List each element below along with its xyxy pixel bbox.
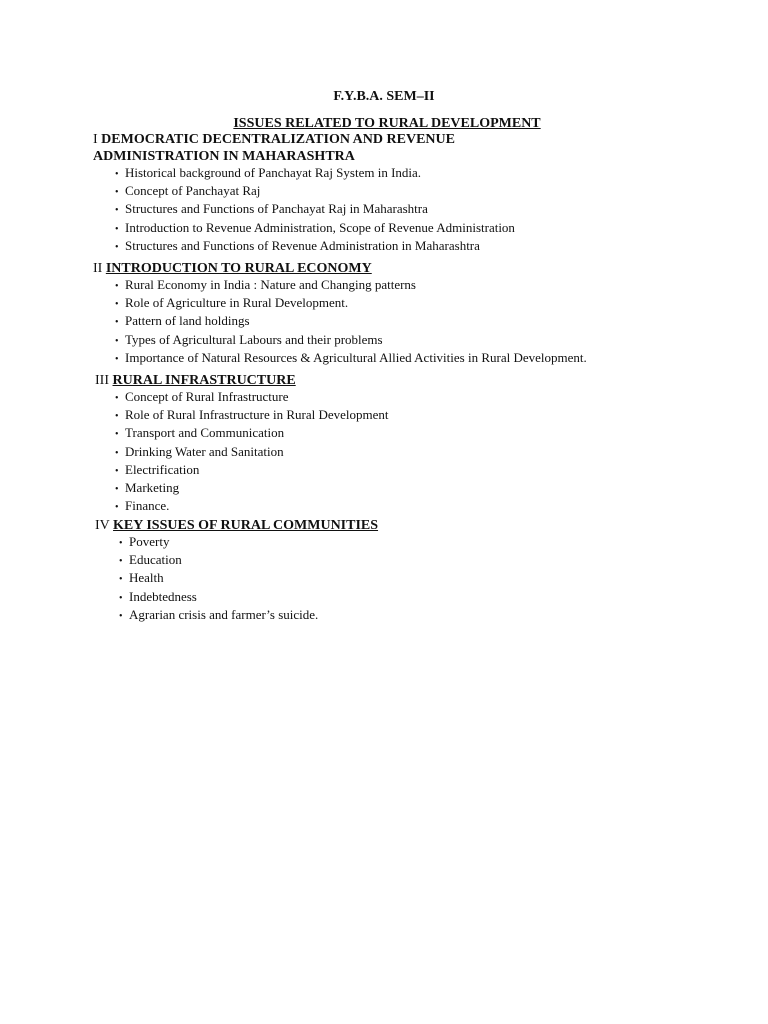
list-item: • Concept of Panchayat Raj [115,183,768,201]
section-2-list [0,277,768,368]
section-1-numeral: I [93,132,98,147]
section-4-heading [0,517,768,534]
list-item: • Structures and Functions of Revenue Administration in Maharashtra [115,238,768,256]
list-item: • Transport and Communication [115,425,768,443]
list-item: • Agrarian crisis and farmer’s suicide. [119,607,768,625]
section-4 [0,517,768,625]
bullet-icon: • [115,299,119,311]
list-item: • Poverty [119,534,768,552]
bullet-icon: • [115,393,119,404]
bullet-icon: • [119,592,123,604]
list-item: • Education [119,552,768,570]
section-3-heading [0,372,768,389]
bullet-icon: • [119,610,123,622]
bullet-icon: • [115,223,119,235]
section-1 [0,131,768,256]
section-4-list [0,534,768,625]
bullet-icon: • [119,574,123,586]
section-1-heading-text: DEMOCRATIC DECENTRALIZATION AND REVENUE [101,132,455,147]
bullet-icon: • [115,502,119,514]
list-item: • Finance. [115,498,768,516]
bullet-icon: • [115,281,119,292]
section-1-heading-cont: ADMINISTRATION IN MAHARASHTRA [93,149,355,164]
list-item: • Historical background of Panchayat Raj System in India. [115,165,768,183]
bullet-icon: • [115,335,119,347]
bullet-icon: • [115,353,119,365]
section-3-heading-text: RURAL INFRASTRUCTURE [112,373,296,388]
section-2-heading [0,260,768,277]
list-item: • Rural Economy in India : Nature and Changing patterns [115,277,768,295]
list-item: • Role of Rural Infrastructure in Rural Development [115,407,768,425]
bullet-icon: • [115,205,119,217]
list-item: • Concept of Rural Infrastructure [115,389,768,407]
document-title: ISSUES RELATED TO RURAL DEVELOPMENT [233,116,541,131]
list-item: • Importance of Natural Resources & Agricultural Allied Activities in Rural Development. [115,350,768,368]
bullet-icon: • [115,411,119,423]
bullet-icon: • [115,465,119,477]
section-2 [0,260,768,368]
list-item: • Role of Agriculture in Rural Development. [115,295,768,313]
bullet-icon: • [115,317,119,329]
section-2-heading-text: INTRODUCTION TO RURAL ECONOMY [105,261,372,276]
list-item: • Marketing [115,480,768,498]
list-item: • Indebtedness [119,589,768,607]
bullet-icon: • [115,169,119,180]
bullet-icon: • [119,538,123,549]
list-item: • Introduction to Revenue Administration, Scope of Revenue Administration [115,220,768,238]
section-2-numeral: II [93,261,103,276]
course-title: F.Y.B.A. SEM–II [333,89,435,104]
list-item: • Health [119,570,768,588]
list-item: • Types of Agricultural Labours and their problems [115,332,768,350]
bullet-icon: • [115,484,119,496]
section-1-heading [0,131,768,148]
list-item: • Electrification [115,462,768,480]
section-4-heading-text: KEY ISSUES OF RURAL COMMUNITIES [113,518,379,533]
section-3-list [0,389,768,516]
bullet-icon: • [115,241,119,253]
bullet-icon: • [115,429,119,441]
bullet-icon: • [115,187,119,199]
bullet-icon: • [119,556,123,568]
list-item: • Structures and Functions of Panchayat Raj in Maharashtra [115,201,768,219]
section-1-list [0,165,768,256]
section-4-numeral: IV [95,518,110,533]
bullet-icon: • [115,447,119,459]
list-item: • Drinking Water and Sanitation [115,444,768,462]
section-3 [0,372,768,516]
section-3-numeral: III [95,373,109,388]
list-item: • Pattern of land holdings [115,313,768,331]
